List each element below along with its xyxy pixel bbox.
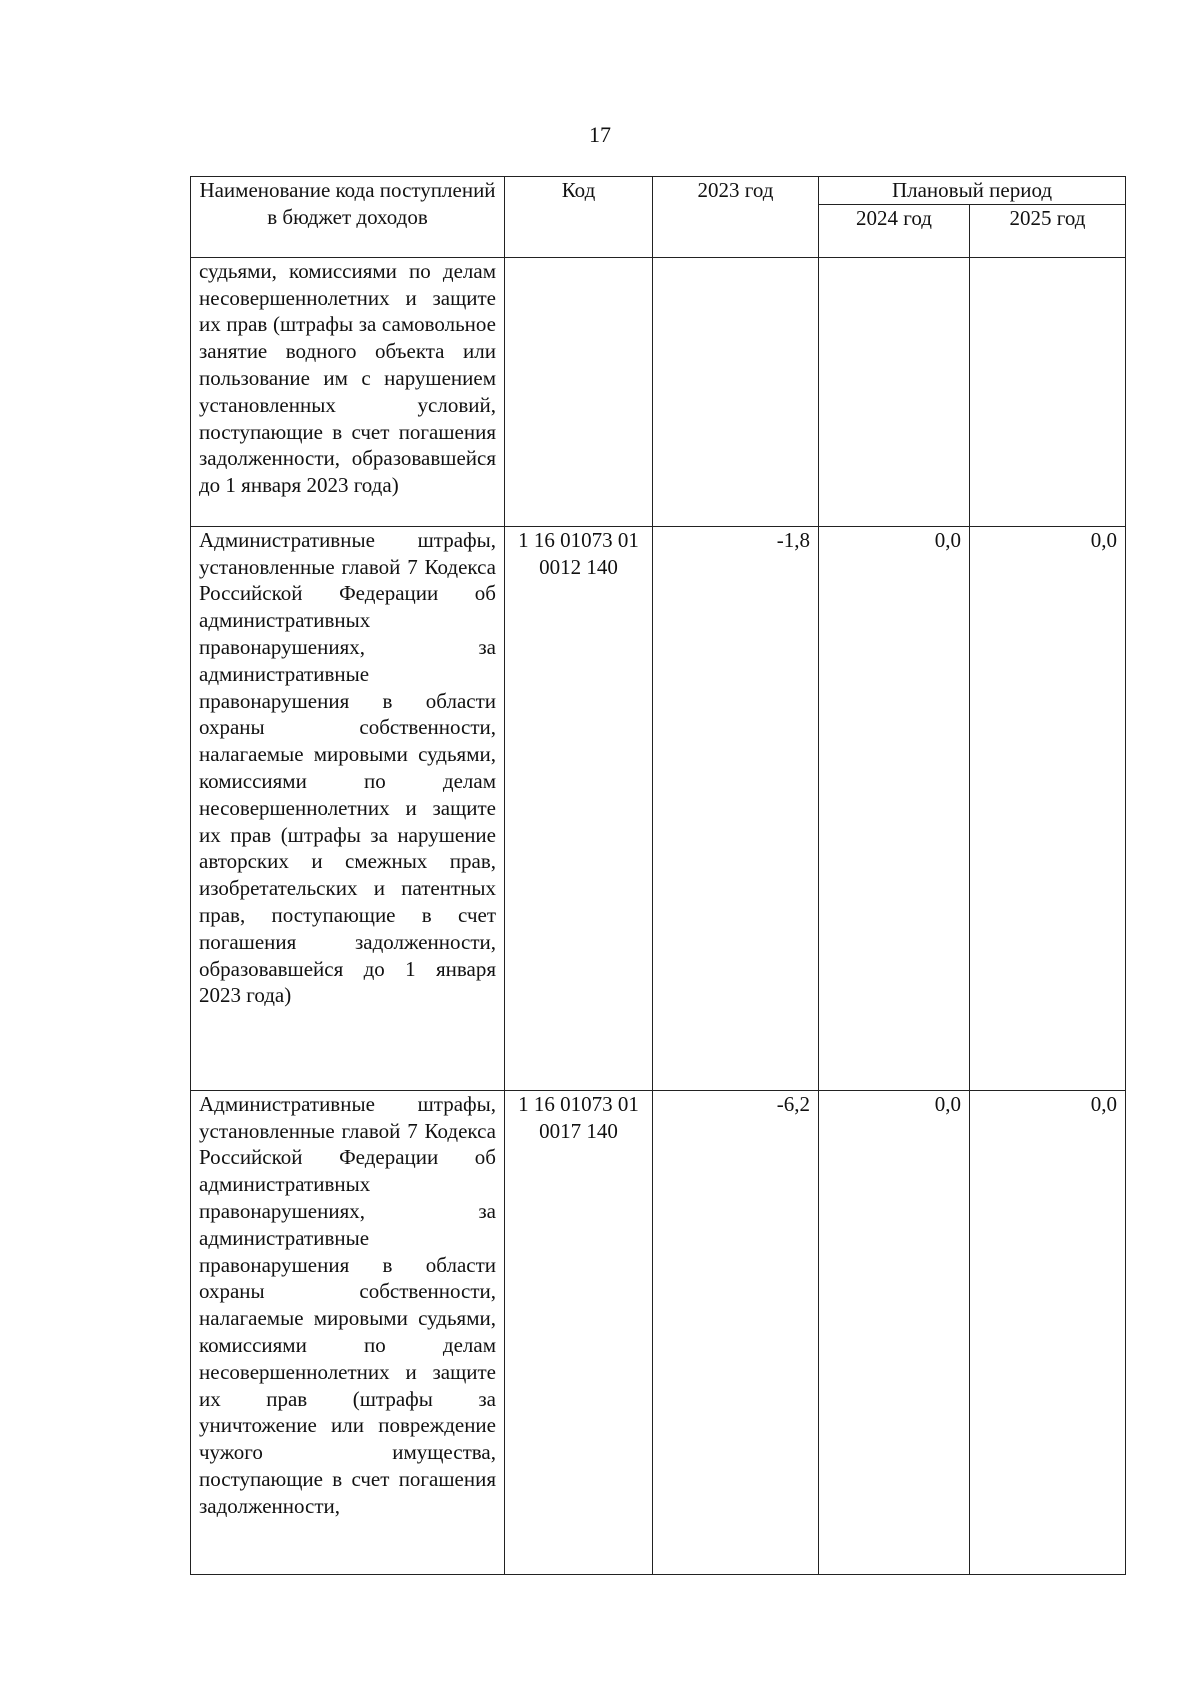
row-value-2025 bbox=[970, 257, 1126, 526]
header-2024: 2024 год bbox=[819, 204, 970, 257]
header-2023: 2023 год bbox=[653, 177, 819, 258]
header-2025: 2025 год bbox=[970, 204, 1126, 257]
revenue-table bbox=[190, 176, 1126, 1575]
row-value-2023: -6,2 bbox=[653, 1090, 819, 1574]
row-value-2025: 0,0 bbox=[970, 526, 1126, 1090]
page-number: 17 bbox=[589, 122, 611, 147]
row-value-2023 bbox=[653, 257, 819, 526]
table-row bbox=[191, 526, 1126, 1090]
row-value-2025: 0,0 bbox=[970, 1090, 1126, 1574]
table-row bbox=[191, 1090, 1126, 1574]
row-name: Административные штрафы, установленные главой 7 Кодекса Российской Федерации об административных правонарушениях, за административные правонарушения в области охраны собственности, налагаемые мировыми судьями, комиссиями по делам несовершеннолетних и защите их прав (штрафы за нарушение авторских и смежных прав, изобретательских и патентных прав, поступающие в счет погашения задолженности, образовавшейся до 1 января 2023 года) bbox=[191, 526, 505, 1090]
row-value-2024: 0,0 bbox=[819, 1090, 970, 1574]
row-name: Административные штрафы, установленные главой 7 Кодекса Российской Федерации об административных правонарушениях, за административные правонарушения в области охраны собственности, налагаемые мировыми судьями, комиссиями по делам несовершеннолетних и защите их прав (штрафы за уничтожение или повреждение чужого имущества, поступающие в счет погашения задолженности, bbox=[191, 1090, 505, 1574]
row-code bbox=[505, 257, 653, 526]
row-code: 1 16 01073 01 0017 140 bbox=[505, 1090, 653, 1574]
row-name: судьями, комиссиями по делам несовершеннолетних и защите их прав (штрафы за самовольное занятие водного объекта или пользование им с нарушением установленных условий, поступающие в счет погашения задолженности, образовавшейся до 1 января 2023 года) bbox=[191, 257, 505, 526]
row-value-2024 bbox=[819, 257, 970, 526]
row-value-2023: -1,8 bbox=[653, 526, 819, 1090]
table-row bbox=[191, 257, 1126, 526]
row-value-2024: 0,0 bbox=[819, 526, 970, 1090]
header-planned-period: Плановый период bbox=[819, 177, 1126, 205]
header-code: Код bbox=[505, 177, 653, 258]
row-code: 1 16 01073 01 0012 140 bbox=[505, 526, 653, 1090]
header-name: Наименование кода поступлений в бюджет доходов bbox=[191, 177, 505, 258]
